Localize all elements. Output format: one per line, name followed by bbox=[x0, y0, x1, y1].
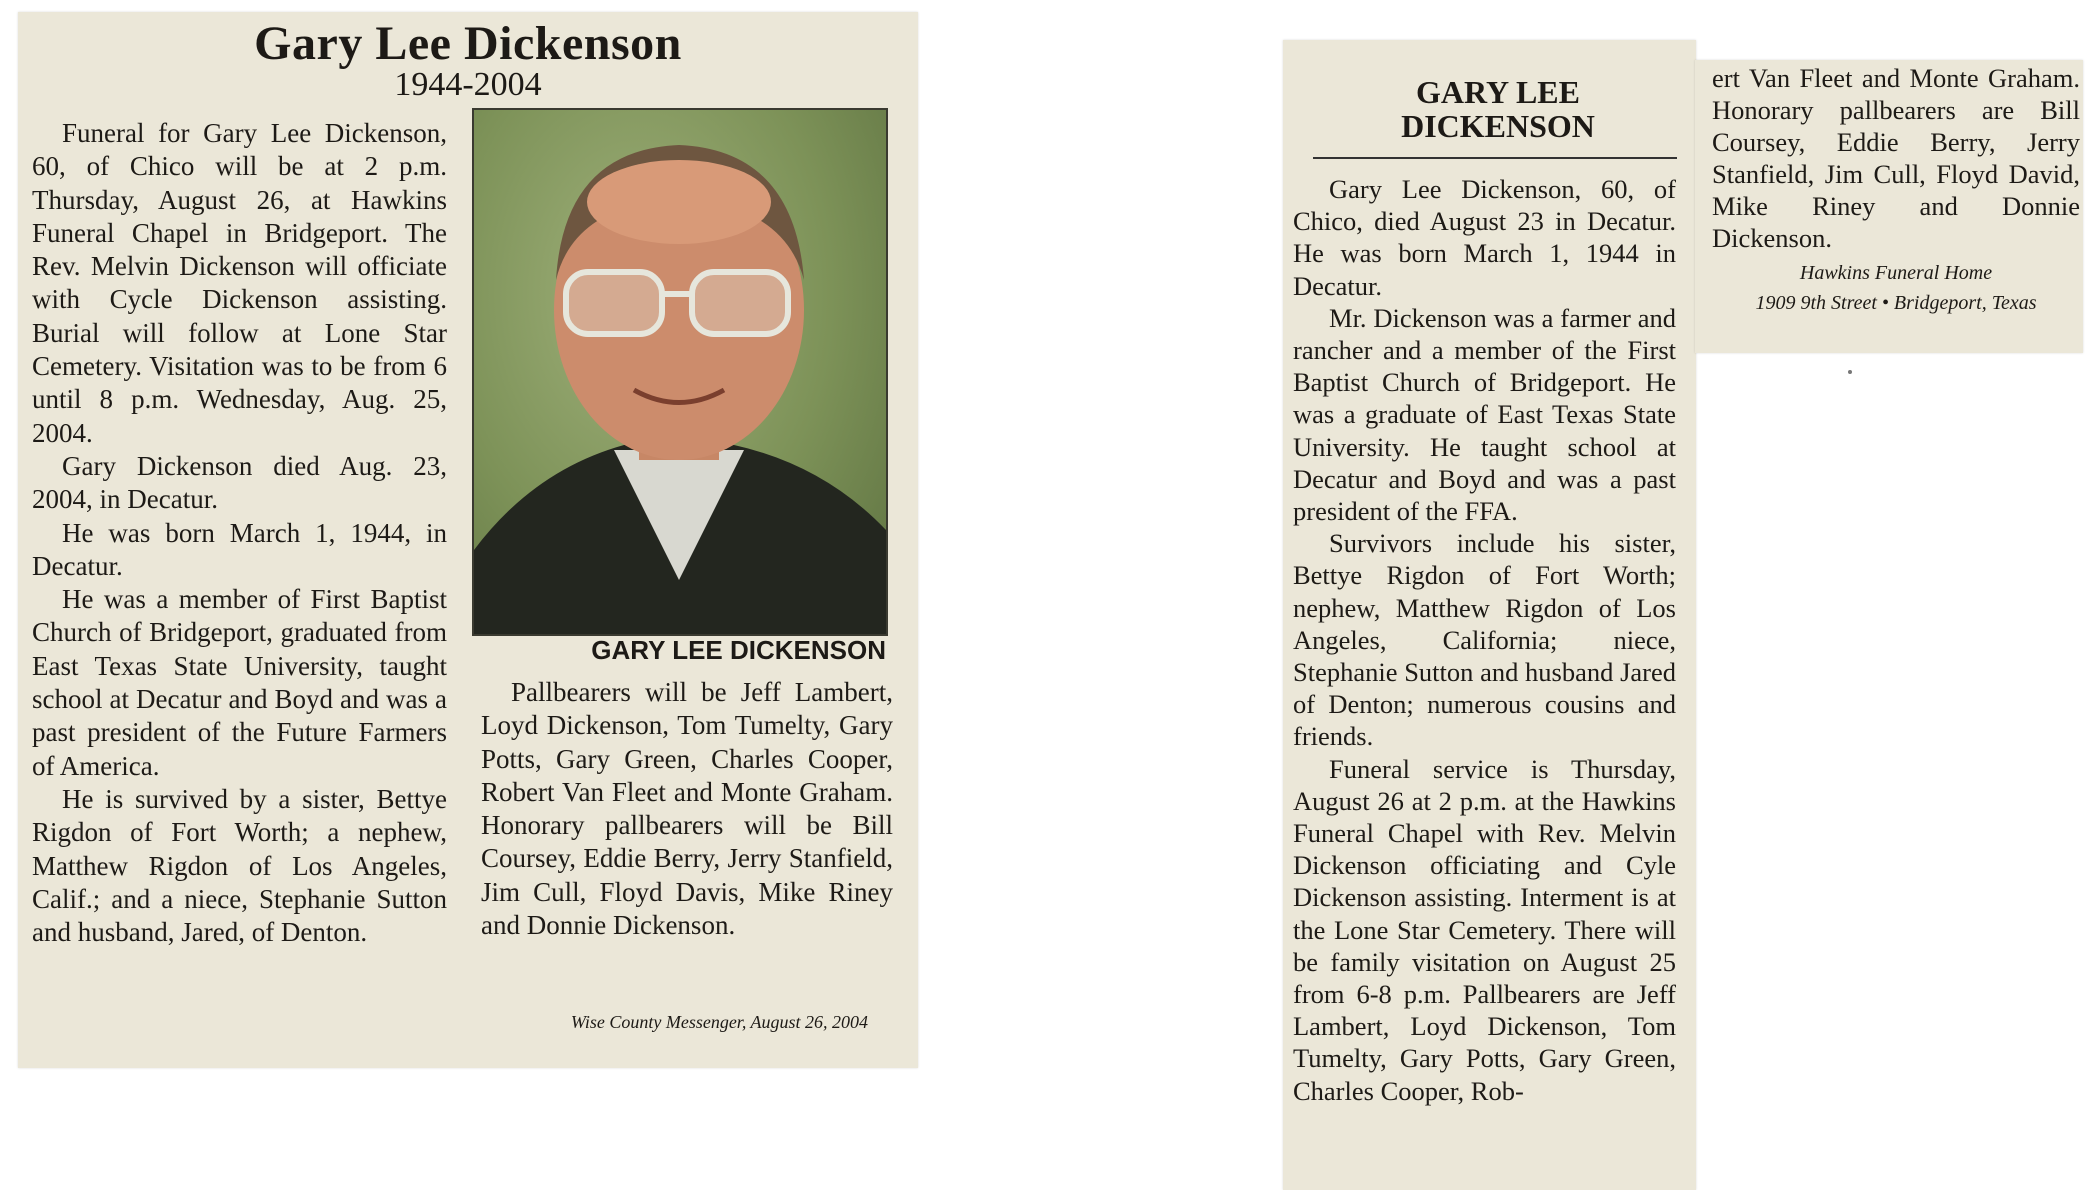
right-column-1 bbox=[1293, 173, 1676, 1107]
right-heading-line2: DICKENSON bbox=[1401, 108, 1595, 144]
paragraph: Pallbearers will be Jeff Lambert, Loyd Dickenson, Tom Tumelty, Gary Potts, Gary Green, Charles Cooper, Robert Van Fleet and Monte Graham. Honorary pallbearers will be Bill Coursey, Eddie Berry, Jerry Stanfield, Jim Cull, Floyd Davis, Mike Riney and Donnie Dickenson. bbox=[481, 677, 893, 941]
paragraph: He was born March 1, 1944, in Decatur. bbox=[32, 517, 447, 581]
paragraph: He is survived by a sister, Bettye Rigdon of Fort Worth; a nephew, Matthew Rigdon of Los Angeles, Calif.; and a niece, Stephanie Sutton and husband, Jared, of Denton. bbox=[32, 783, 447, 948]
right-heading-line1: GARY LEE bbox=[1416, 74, 1580, 110]
right-heading bbox=[1313, 75, 1683, 143]
funeral-home-address: 1909 9th Street • Bridgeport, Texas bbox=[1755, 292, 2037, 314]
paragraph: Gary Lee Dickenson, 60, of Chico, died August 23 in Decatur. He was born March 1, 1944 in Decatur. bbox=[1293, 174, 1676, 301]
portrait-illustration bbox=[474, 110, 886, 634]
obituary-name: Gary Lee Dickenson bbox=[254, 17, 682, 70]
photo-caption: GARY LEE DICKENSON bbox=[591, 635, 886, 665]
left-column-2 bbox=[481, 676, 893, 942]
paragraph: Gary Dickenson died Aug. 23, 2004, in Decatur. bbox=[32, 450, 447, 515]
paragraph: ert Van Fleet and Monte Graham. Honorary pallbearers are Bill Coursey, Eddie Berry, Jerry Stanfield, Jim Cull, Floyd David, Mike Riney and Donnie Dickenson. bbox=[1712, 63, 2080, 253]
paragraph: He was a member of First Baptist Church of Bridgeport, graduated from East Texas State University, taught school at Decatur and Boyd and was a past president of the Future Farmers of America. bbox=[32, 584, 447, 781]
obituary-years: 1944-2004 bbox=[394, 66, 542, 103]
funeral-home-credit bbox=[1712, 258, 2080, 318]
newspaper-source: Wise County Messenger, August 26, 2004 bbox=[570, 1012, 868, 1032]
paragraph: Funeral for Gary Lee Dickenson, 60, of Chico will be at 2 p.m. Thursday, August 26, at Hawkins Funeral Chapel in Bridgeport. The Rev. Melvin Dickenson will officiate with Cycle Dickenson assisting. Burial will follow at Lone Star Cemetery. Visitation was to be from 6 until 8 p.m. Wednesday, Aug. 25, 2004. bbox=[32, 118, 447, 448]
paragraph: Funeral service is Thursday, August 26 at 2 p.m. at the Hawkins Funeral Chapel with Rev. Melvin Dickenson officiating and Cyle Dickenson assisting. Interment is at the Lone Star Cemetery. There will be family visitation on August 25 from 6-8 p.m. Pallbearers are Jeff Lambert, Loyd Dickenson, Tom Tumelty, Gary Potts, Gary Green, Charles Cooper, Rob- bbox=[1293, 753, 1676, 1106]
portrait-photo bbox=[472, 108, 888, 636]
heading-rule bbox=[1313, 157, 1677, 159]
speck bbox=[1848, 370, 1852, 374]
paragraph: Survivors include his sister, Bettye Rigdon of Fort Worth; nephew, Matthew Rigdon of Los Angeles, California; niece, Stephanie Sutton and husband Jared of Denton; numerous cousins and friends. bbox=[1293, 528, 1676, 752]
funeral-home-name: Hawkins Funeral Home bbox=[1799, 262, 1993, 284]
left-column-1 bbox=[32, 117, 447, 949]
right-column-2 bbox=[1712, 62, 2080, 254]
paragraph: Mr. Dickenson was a farmer and rancher and a member of the First Baptist Church of Bridgeport. He was a graduate of East Texas State University. He taught school at Decatur and Boyd and was a past president of the FFA. bbox=[1293, 302, 1676, 527]
